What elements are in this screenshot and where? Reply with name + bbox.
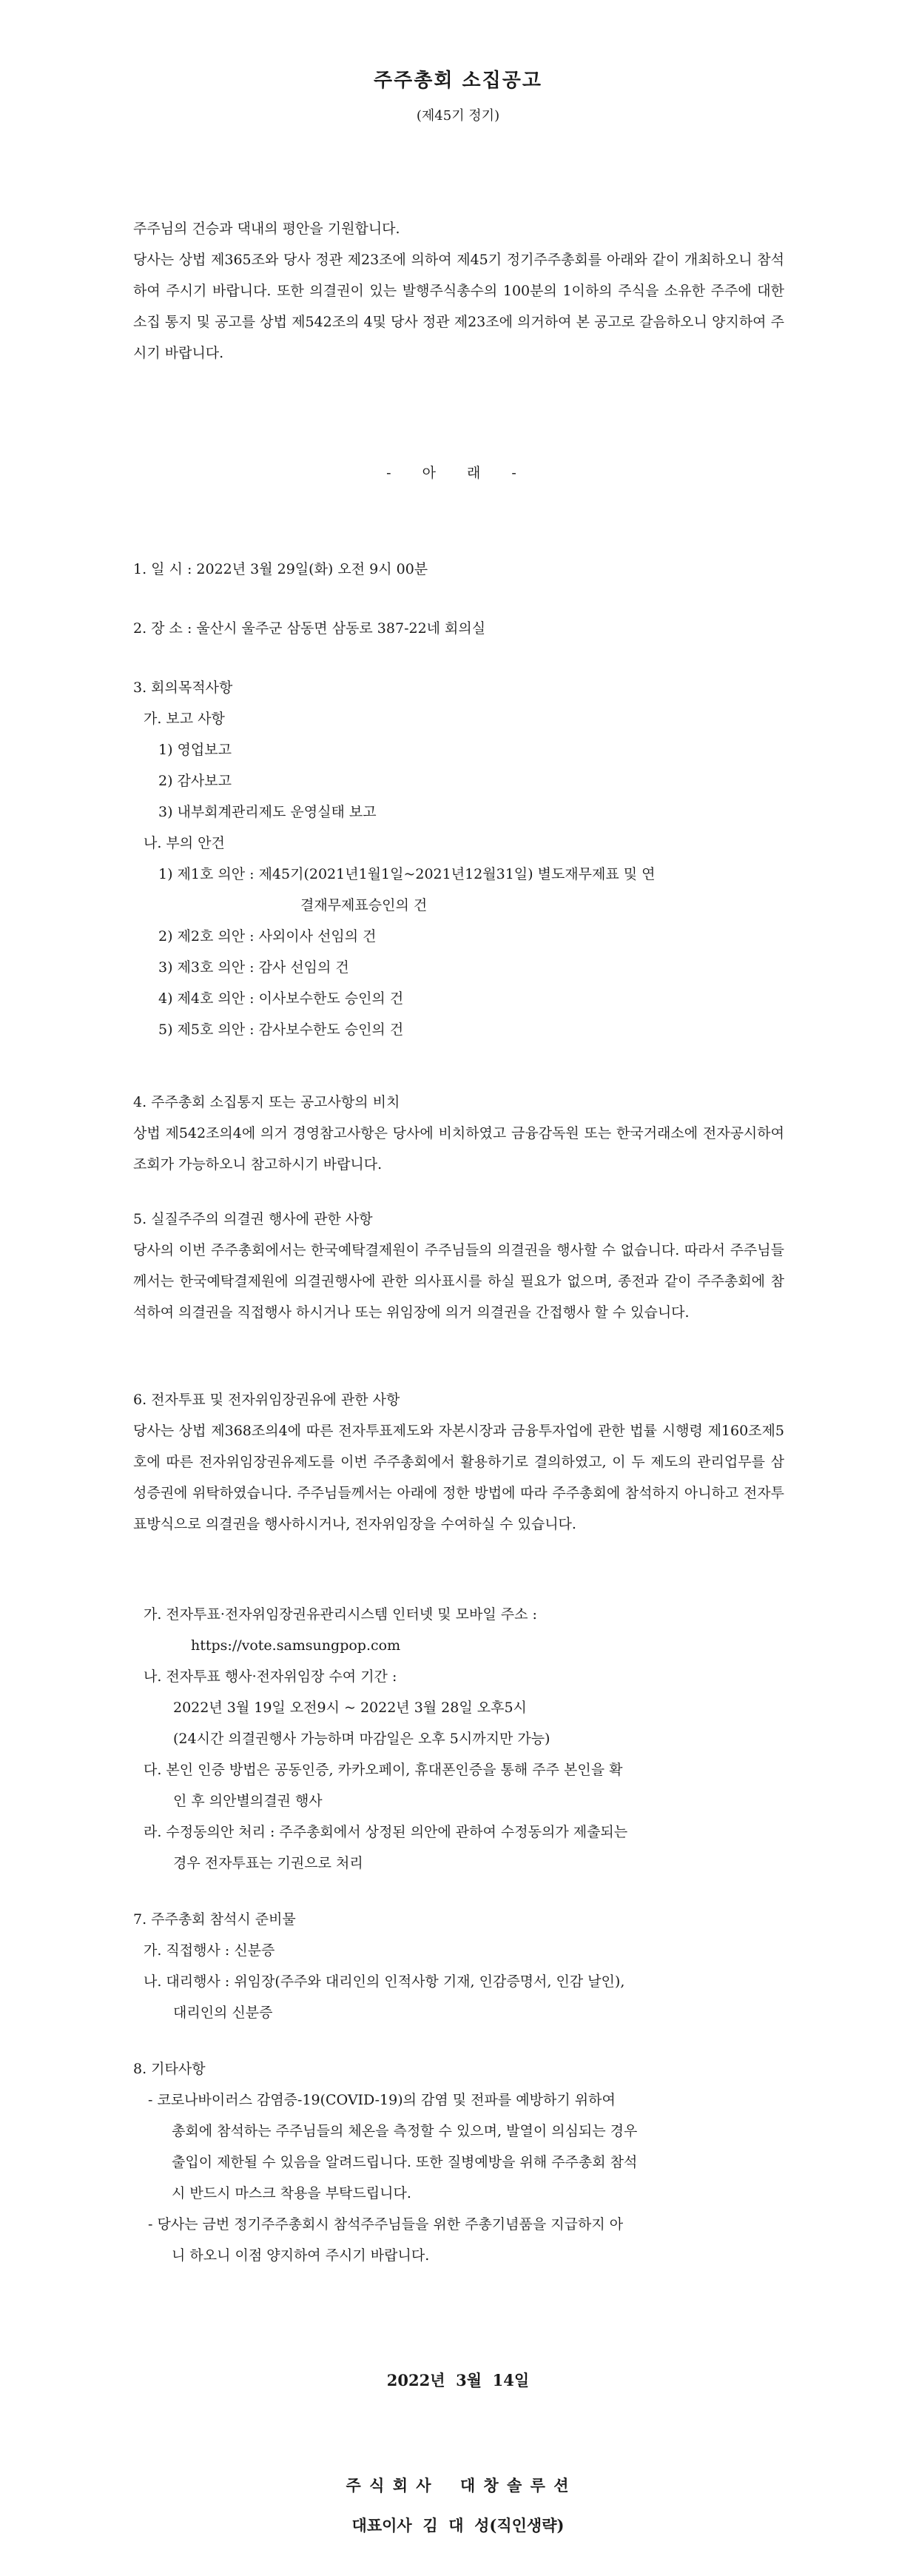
voting-url-link[interactable]: https://vote.samsungpop.com [191, 1637, 401, 1654]
meeting-datetime: 1. 일 시 : 2022년 3월 29일(화) 오전 9시 00분 [133, 561, 428, 577]
list-item: 가. 직접행사 : 신분증 [144, 1942, 275, 1959]
page-title: 주주총회 소집공고 [374, 70, 542, 92]
list-item-continuation: 시 반드시 마스크 착용을 부탁드립니다. [172, 2185, 411, 2201]
page-subtitle: (제45기 정기) [416, 108, 500, 124]
list-item: 나. 전자투표 행사·전자위임장 수여 기간 : [144, 1668, 397, 1685]
section-body: 당사는 상법 제368조의4에 따른 전자투표제도와 자본시장과 금융투자업에 관한 법률 시행령 제160조제5호에 따른 전자위임장권유제도를 이번 주주총회에서 활용하기로 결의하였고, 이 두 제도의 관리업무를 삼성증권에 위탁하였습니다. 주주님들께서는 아래에 정한 방법에 따라 주주총회에 참석하지 아니하고 전자투표방식으로 의결권을 행사하시거나, 전자위임장을 수여하실 수 있습니다. [133, 1423, 784, 1532]
list-item: 다. 본인 인증 방법은 공동인증, 카카오페이, 휴대폰인증을 통해 주주 본인을 확 [144, 1762, 623, 1778]
company-name: 주 식 회 사 대 창 솔 루 션 [346, 2476, 570, 2495]
list-item: 1) 제1호 의안 : 제45기(2021년1월1일~2021년12월31일) 별도재무제표 및 연 [158, 866, 656, 882]
list-item: - 당사는 금번 정기주주총회시 참석주주님들을 위한 주총기념품을 지급하지 아 [148, 2216, 624, 2233]
section-heading: 3. 회의목적사항 [133, 680, 233, 696]
list-item-continuation: 경우 전자투표는 기권으로 처리 [173, 1855, 363, 1871]
list-item-continuation: 대리인의 신분증 [173, 2005, 273, 2021]
list-item-continuation: 총회에 참석하는 주주님들의 체온을 측정할 수 있으며, 발열이 의심되는 경우 [172, 2123, 638, 2139]
greeting-line: 주주님의 건승과 댁내의 평안을 기원합니다. [133, 221, 400, 237]
list-item-continuation: 니 하오니 이점 양지하여 주시기 바랍니다. [172, 2247, 430, 2264]
section-heading: 6. 전자투표 및 전자위임장권유에 관한 사항 [133, 1392, 400, 1408]
list-item-continuation: (24시간 의결권행사 가능하며 마감일은 오후 5시까지만 가능) [173, 1731, 550, 1747]
list-item-continuation: 인 후 의안별의결권 행사 [173, 1793, 323, 1809]
section-heading: 4. 주주총회 소집통지 또는 공고사항의 비치 [133, 1094, 400, 1110]
list-item-continuation: 결재무제표승인의 건 [300, 897, 428, 913]
list-item: 4) 제4호 의안 : 이사보수한도 승인의 건 [158, 990, 404, 1007]
section-body: 당사의 이번 주주총회에서는 한국예탁결제원이 주주님들의 의결권을 행사할 수 없습니다. 따라서 주주님들께서는 한국예탁결제원에 의결권행사에 관한 의사표시를 하실 필요가 없으며, 종전과 같이 주주총회에 참석하여 의결권을 직접행사 하시거나 또는 위임장에 의거 의결권을 간접행사 할 수 있습니다. [133, 1242, 784, 1321]
list-item: 가. 전자투표·전자위임장권유관리시스템 인터넷 및 모바일 주소 : [144, 1606, 537, 1623]
list-item-continuation: 2022년 3월 19일 오전9시 ~ 2022년 3월 28일 오후5시 [173, 1700, 527, 1716]
section-heading: 5. 실질주주의 의결권 행사에 관한 사항 [133, 1211, 373, 1227]
section-heading: 7. 주주총회 참석시 준비물 [133, 1911, 296, 1928]
list-item: 2) 감사보고 [158, 773, 232, 789]
ceo-signature: 대표이사 김 대 성(직인생략) [351, 2516, 565, 2535]
list-item: 5) 제5호 의안 : 감사보수한도 승인의 건 [158, 1022, 404, 1038]
list-item: - 코로나바이러스 감염증-19(COVID-19)의 감염 및 전파를 예방하기 위하여 [148, 2092, 616, 2108]
notice-date: 2022년 3월 14일 [386, 2371, 530, 2389]
section-divider-label: - 아 래 - [386, 465, 530, 481]
list-item: 1) 영업보고 [158, 742, 232, 758]
intro-paragraph: 당사는 상법 제365조와 당사 정관 제23조에 의하여 제45기 정기주주총회를 아래와 같이 개최하오니 참석하여 주시기 바랍니다. 또한 의결권이 있는 발행주식총수의 100분의 1이하의 주식을 소유한 주주에 대한 소집 통지 및 공고를 상법 제542조의 4및 당사 정관 제23조에 의거하여 본 공고로 갈음하오니 양지하여 주시기 바랍니다. [133, 252, 784, 361]
list-item: 라. 수정동의안 처리 : 주주총회에서 상정된 의안에 관하여 수정동의가 제출되는 [144, 1824, 628, 1840]
list-item: 3) 내부회계관리제도 운영실태 보고 [158, 804, 377, 820]
list-item-continuation: 출입이 제한될 수 있음을 알려드립니다. 또한 질병예방을 위해 주주총회 참석 [172, 2154, 638, 2170]
list-item: 나. 부의 안건 [144, 835, 225, 851]
list-item: 가. 보고 사항 [144, 711, 225, 727]
list-item: 2) 제2호 의안 : 사외이사 선임의 건 [158, 928, 377, 945]
list-item: 3) 제3호 의안 : 감사 선임의 건 [158, 959, 349, 976]
section-body: 상법 제542조의4에 의거 경영참고사항은 당사에 비치하였고 금융감독원 또는 한국거래소에 전자공시하여 조회가 가능하오니 참고하시기 바랍니다. [133, 1125, 784, 1173]
meeting-location: 2. 장 소 : 울산시 울주군 삼동면 삼동로 387-22네 회의실 [133, 620, 486, 637]
list-item: 나. 대리행사 : 위임장(주주와 대리인의 인적사항 기재, 인감증명서, 인감 날인), [144, 1973, 625, 1990]
section-heading: 8. 기타사항 [133, 2061, 206, 2077]
